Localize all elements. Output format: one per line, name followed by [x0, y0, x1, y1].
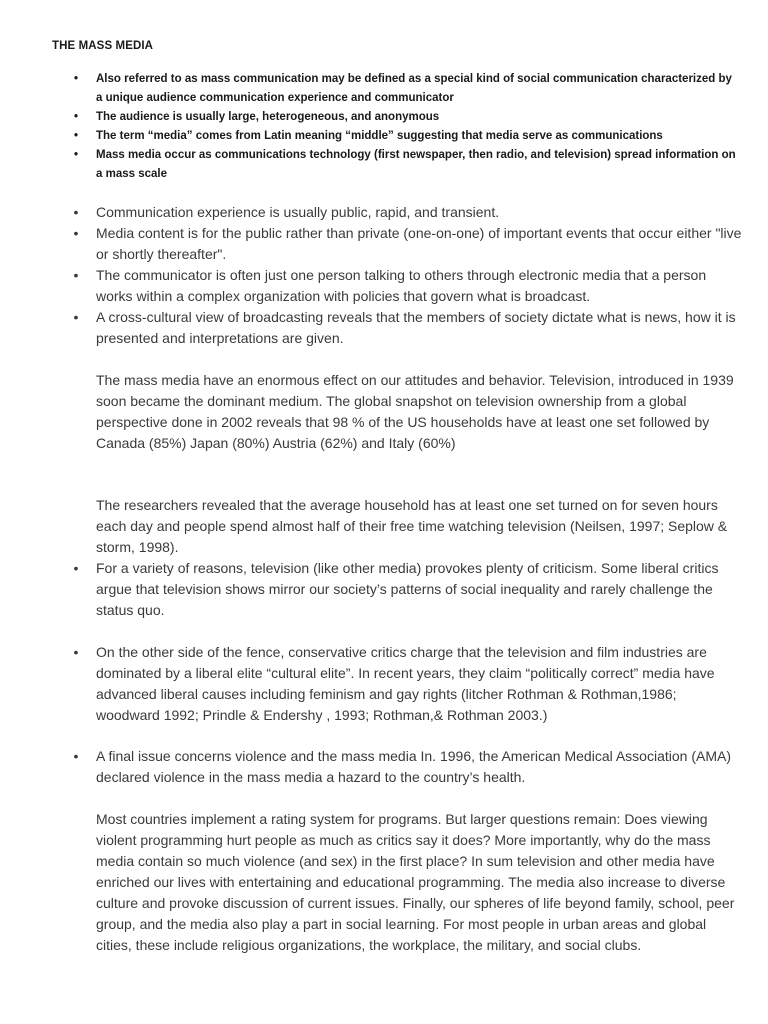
characteristics-list — [0, 202, 768, 349]
bullet-icon: • — [73, 748, 79, 764]
list-item — [0, 202, 768, 223]
list-item — [0, 642, 768, 726]
paragraph-text: Most countries implement a rating system for programs. But larger questions remain: Does viewing violent programming hurt people as much as critics say it does? More importantly, why do the mass media contain so much violence (and sex) in the first place? In sum television and other media have enriched our lives with entertaining and educational programming. The media also increase to diverse culture and provoke discussion of current issues. Finally, our spheres of life beyond family, school, peer group, and the media also play a part in social learning. For most people in urban areas and global cities, these include religious organizations, the workplace, the military, and social clubs. — [96, 811, 735, 953]
paragraph-household-viewing — [0, 495, 768, 558]
page-title: THE MASS MEDIA — [52, 40, 154, 52]
list-item-text: Communication experience is usually public, rapid, and transient. — [96, 204, 500, 220]
paragraph-television-effect — [0, 370, 768, 454]
bullet-icon: • — [73, 204, 79, 220]
list-item-text: The term “media” comes from Latin meaning “middle” suggesting that media serve as communications — [96, 130, 663, 142]
bullet-icon: • — [73, 130, 79, 142]
bullet-icon: • — [73, 267, 79, 283]
key-points-list — [0, 70, 768, 184]
list-item — [0, 746, 768, 788]
bullet-icon: • — [73, 644, 79, 660]
list-item-text: Also referred to as mass communication may be defined as a special kind of social communication characterized by a unique audience communication experience and communicator — [96, 73, 732, 104]
list-item-text: A cross-cultural view of broadcasting reveals that the members of society dictate what is news, how it is presented and interpretations are given. — [96, 309, 736, 346]
list-item — [0, 146, 768, 184]
list-item — [0, 108, 768, 127]
list-item — [0, 558, 768, 621]
bullet-icon: • — [73, 149, 79, 161]
bullet-icon: • — [73, 73, 79, 85]
list-item — [0, 223, 768, 265]
list-item — [0, 127, 768, 146]
paragraph-text: The researchers revealed that the average household has at least one set turned on for seven hours each day and people spend almost half of their free time watching television (Neilsen, 1997; Seplow & storm, 1998). — [96, 497, 728, 555]
list-item — [0, 307, 768, 349]
list-item-text: For a variety of reasons, television (like other media) provokes plenty of criticism. Some liberal critics argue that television shows mirror our society’s patterns of social inequality and rarely challenge the status quo. — [96, 560, 719, 618]
bullet-icon: • — [73, 225, 79, 241]
list-item-text: Mass media occur as communications technology (first newspaper, then radio, and television) spread information on a mass scale — [96, 149, 736, 180]
paragraph-rating-system — [0, 809, 768, 956]
bullet-icon: • — [73, 111, 79, 123]
list-item-text: A final issue concerns violence and the mass media In. 1996, the American Medical Association (AMA) declared violence in the mass media a hazard to the country’s health. — [96, 748, 731, 785]
paragraph-text: The mass media have an enormous effect on our attitudes and behavior. Television, introduced in 1939 soon became the dominant medium. The global snapshot on television ownership from a global perspective done in 2002 reveals that 98 % of the US households have at least one set followed by Canada (85%) Japan (80%) Austria (62%) and Italy (60%) — [96, 372, 734, 451]
list-item-text: The communicator is often just one person talking to others through electronic media that a person works within a complex organization with policies that govern what is broadcast. — [96, 267, 707, 304]
bullet-icon: • — [73, 560, 79, 576]
list-item-text: The audience is usually large, heterogeneous, and anonymous — [96, 111, 440, 123]
list-item — [0, 70, 768, 108]
bullet-icon: • — [73, 309, 79, 325]
criticism-list — [0, 558, 768, 621]
list-item — [0, 265, 768, 307]
violence-list — [0, 746, 768, 788]
conservative-critics-list — [0, 642, 768, 726]
list-item-text: On the other side of the fence, conservative critics charge that the television and film industries are dominated by a liberal elite “cultural elite”. In recent years, they claim “politically correct” media have advanced liberal causes including feminism and gay rights (litcher Rothman & Rothman,1986; woodward 1992; Prindle & Endershy , 1993; Rothman,& Rothman 2003.) — [96, 644, 715, 723]
list-item-text: Media content is for the public rather than private (one-on-one) of important events that occur either "live or shortly thereafter". — [96, 225, 742, 262]
